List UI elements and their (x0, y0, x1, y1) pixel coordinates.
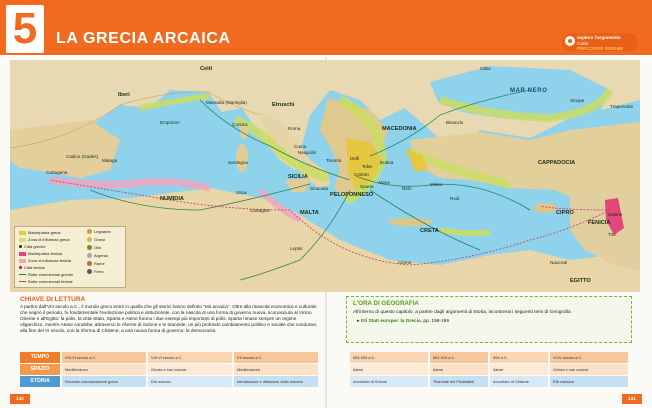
timeline-cell: Atene (490, 364, 548, 375)
sardinia-island (236, 144, 248, 172)
silver-icon (87, 253, 92, 258)
crete-island (388, 218, 432, 226)
geography-heading: L'ORA DI GEOGRAFIA (353, 300, 419, 307)
label-utica: Utica (236, 190, 247, 195)
label-roma: Roma (288, 126, 301, 131)
label-etruschi: Etruschi (272, 102, 295, 108)
label-cartagena: Cartagena (46, 170, 68, 175)
geography-bullet-title: Gli Stati europei: la Grecia (360, 319, 421, 324)
timeline-cell: Introduzione e diffusione della moneta (234, 376, 318, 387)
label-sardegna: Sardegna (228, 160, 248, 165)
label-macedonia: MACEDONIA (382, 126, 417, 132)
label-rodi: Rodi (450, 196, 460, 201)
legend-item: Rotte commerciali fenicie (19, 279, 73, 284)
label-cipro: CIPRO (556, 210, 574, 216)
chapter-number-box (6, 5, 44, 53)
label-eubea: Eubea (380, 160, 394, 165)
label-egitto: EGITTO (570, 278, 591, 284)
label-delfi: Delfi (350, 156, 360, 161)
timeline-cell: Mediterraneo (234, 364, 318, 375)
chapter-title: LA GRECIA ARCAICA (56, 30, 231, 47)
geography-intro: All'interno di questo capitolo, a partire dagli argomenti di Storia, incontrerai i seguenti temi di Geografia (353, 310, 571, 315)
label-tiro: Tiro (608, 232, 616, 237)
label-olbia: Olbia (480, 66, 491, 71)
label-corsica: Corsica (232, 122, 248, 127)
label-creta: CRETA (420, 228, 439, 234)
label-bisanzio: Bisanzio (446, 120, 464, 125)
legend-item: Zona di influenza greca (19, 237, 70, 242)
copper-icon (87, 261, 92, 266)
label-cadice: Cadice (Gades) (66, 154, 99, 159)
legend-item: Madrepatria greca (19, 230, 60, 235)
timeline-cell: Età oracolo (148, 376, 232, 387)
label-neapolis: Neapolis (298, 150, 316, 155)
timeline-row-label: STORIA (20, 376, 60, 387)
timeline-cell: Grecia e sue colonie (550, 364, 628, 375)
label-leptis: Leptis (290, 246, 303, 251)
reading-key-text: A partire dall'VIII secolo a.C., il mondo greco entrò in quella che gli storici hanno definito "età arcaica". Oltre alla rinascita economica e culturale che segnò il periodo, fu fondamentale l'evoluzione politica e istituzionale, con la nascita di una forma di governo nuova, sconosciuta al Vicino Oriente e all'Egitto: la pólis, la città-Stato. Sparta e Atene furono i due esempi più importanti di pólis. Sparta rimase sempre un regime oligarchico, mentre Atene conobbe, attraverso le riforme di Solone e le tirannide, un più profondo cambiamento politico e sociale che condusse, alla fine del VI secolo, con la riforma di Clistene, a una nuova forma di governo: la democrazia. (20, 304, 318, 333)
timeline-cell: 594-593 a.C. (350, 352, 428, 363)
label-cuma: Cuma (294, 144, 307, 149)
geography-box (346, 296, 632, 343)
mediterranean-map (10, 60, 640, 292)
timeline-cell: Tirannide dei Pisistratidi (430, 376, 488, 387)
label-celti: Celti (200, 66, 213, 72)
label-tebe: Tebe (362, 164, 372, 169)
label-trapezunte: Trapezunte (610, 104, 634, 109)
timeline-cell: Grecia e sue colonie (148, 364, 232, 375)
label-cappadocia: CAPPADOCIA (538, 160, 576, 166)
timeline-cell: Atene (430, 364, 488, 375)
target-icon (565, 36, 575, 46)
timeline-row-label: SPAZIO (20, 364, 60, 375)
badge-line-2: Carte (577, 40, 589, 46)
page-number-right: 131 (622, 394, 642, 404)
iron-icon (87, 269, 92, 274)
label-mar-nero: MAR NERO (510, 88, 548, 94)
timeline-cell: Atene (350, 364, 428, 375)
legend-item: Madrepatria fenicia (19, 251, 62, 256)
label-emporion: Emporion (160, 120, 180, 125)
geography-bullet-pages: pp. 198-199 (423, 319, 450, 324)
timeline-cell: Arcontato di Clistene (490, 376, 548, 387)
wood-icon (87, 229, 92, 234)
label-mileto: Mileto (430, 182, 443, 187)
legend-swatch (19, 231, 26, 235)
label-sicilia: SICILIA (288, 174, 308, 180)
legend-item: Rotte commerciali greche (19, 272, 73, 277)
chapter-header (0, 0, 652, 56)
timeline-cell: VI-IV secolo a.C. (550, 352, 628, 363)
label-sparta: Sparta (360, 184, 374, 189)
olive-icon (87, 245, 92, 250)
label-peloponneso: PELOPONNESO (330, 192, 374, 198)
label-delo: Delo (402, 186, 412, 191)
reading-key-heading: CHIAVE DI LETTURA (20, 296, 86, 303)
label-sidone: Sidone (608, 212, 623, 217)
label-numidia: NUMIDIA (160, 196, 184, 202)
label-taranto: Taranto (326, 158, 342, 163)
label-malta: MALTA (300, 210, 319, 216)
timeline-row-label: TEMPO (20, 352, 60, 363)
timeline-cell: 508 a.C. (490, 352, 548, 363)
label-naucrati: Naucrati (550, 260, 568, 265)
badge-line-3: PERCORSO INSIEME (577, 46, 624, 51)
label-malaga: Malaga (102, 158, 118, 163)
timeline-cell: Arcontato di Solone (350, 376, 428, 387)
label-cartagine: Cartagine (250, 208, 270, 213)
geography-bullet[interactable]: ▸ Gli Stati europei: la Grecia, pp. 198-199 (357, 319, 450, 324)
badge-line-1: esplora l'argomento (577, 35, 621, 40)
timeline-cell: VII secolo a.C. (234, 352, 318, 363)
label-cirene: Cirene (398, 260, 412, 265)
timeline-cell: Secondo colonizzazione greca (62, 376, 146, 387)
legend-item: Città greche (19, 244, 46, 249)
legend-item: Zona di influenza fenicia (19, 258, 71, 263)
map-legend: Madrepatria greca Zona di influenza greca Città greche Madrepatria fenicia Zona di influenza fenicia Città fenicie Rotte commerciali greche Rotte commerciali fenicie Legname Grano Olio Argento Rame Ferro (14, 226, 126, 288)
page-number-left: 130 (10, 394, 30, 404)
label-siracusa: Siracusa (310, 186, 328, 191)
label-sinope: Sinope (570, 98, 585, 103)
label-atene: Atene (378, 180, 391, 185)
timeline-cell: VIII-VI secolo a.C. (62, 352, 146, 363)
legend-item: Città fenicie (19, 265, 45, 270)
label-iberi: Iberi (118, 92, 130, 98)
timeline-cell: Età classica (550, 376, 628, 387)
timeline-cell: VIII-VI secolo a.C. (148, 352, 232, 363)
explore-badge[interactable] (562, 33, 638, 51)
reading-key (20, 296, 320, 354)
label-fenicia: FENICIA (588, 220, 611, 226)
timeline-cell: 561-510 a.C. (430, 352, 488, 363)
wheat-icon (87, 237, 92, 242)
header-divider (0, 55, 652, 57)
timeline (20, 352, 632, 389)
label-corinto: Corinto (354, 172, 369, 177)
chapter-number: 5 (12, 4, 38, 53)
label-massalia: Massalia (Marsiglia) (206, 100, 247, 105)
timeline-cell: Mediterraneo (62, 364, 146, 375)
